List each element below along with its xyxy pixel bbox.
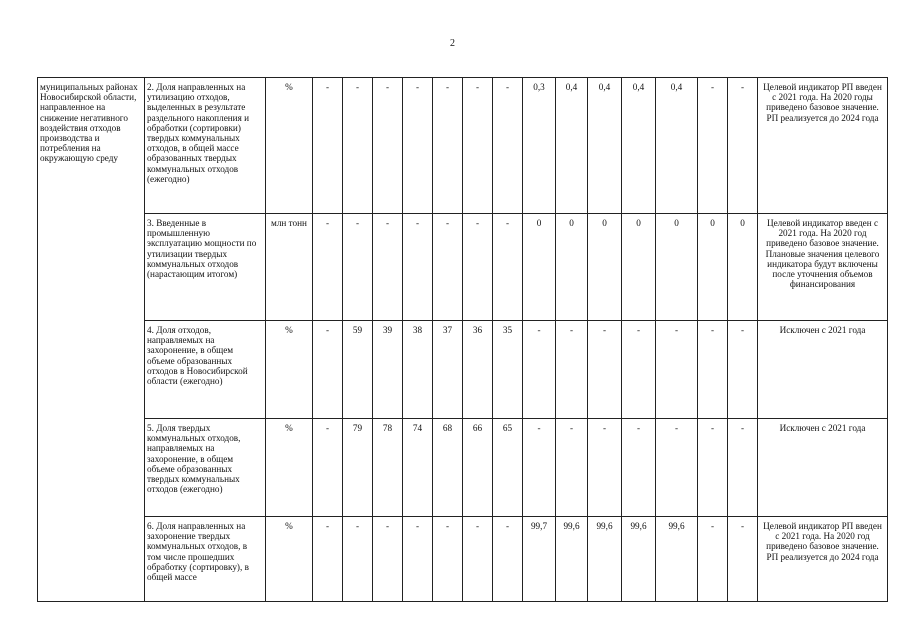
indicator-name: 6. Доля направленных на захоронение твердых коммунальных отходов, в том числе прошедших обработку (сортировку), в общей массе bbox=[145, 517, 266, 602]
table-row bbox=[38, 517, 888, 602]
program-block-cell: муниципальных районах Новосибирской области, направленное на снижение негативного воздействия отходов производства и потребления на окружающую среду bbox=[38, 78, 145, 602]
value-cell: 99,7 bbox=[523, 517, 556, 602]
value-cell: - bbox=[313, 321, 343, 419]
value-cell: - bbox=[313, 78, 343, 214]
value-cell: 37 bbox=[433, 321, 463, 419]
value-cell: - bbox=[656, 321, 698, 419]
value-cell: - bbox=[698, 419, 728, 517]
value-cell: 0 bbox=[698, 214, 728, 321]
value-cell: - bbox=[523, 419, 556, 517]
value-cell: 0 bbox=[588, 214, 622, 321]
value-cell: 0,4 bbox=[588, 78, 622, 214]
value-cell: - bbox=[313, 419, 343, 517]
value-cell: 79 bbox=[343, 419, 373, 517]
value-cell: 35 bbox=[493, 321, 523, 419]
value-cell: - bbox=[373, 214, 403, 321]
value-cell: - bbox=[698, 517, 728, 602]
value-cell: 99,6 bbox=[588, 517, 622, 602]
value-cell: - bbox=[463, 78, 493, 214]
value-cell: - bbox=[343, 78, 373, 214]
value-cell: 59 bbox=[343, 321, 373, 419]
value-cell: 36 bbox=[463, 321, 493, 419]
value-cell: - bbox=[523, 321, 556, 419]
value-cell: - bbox=[403, 78, 433, 214]
table-row bbox=[38, 214, 888, 321]
value-cell: - bbox=[728, 78, 758, 214]
indicator-name: 2. Доля направленных на утилизацию отходов, выделенных в результате раздельного накопления и обработки (сортировки) твердых коммунальных отходов, в общей массе образованных твердых коммунальных отходов (ежегодно) bbox=[145, 78, 266, 214]
note-cell: Целевой индикатор введен с 2021 года. На 2020 год приведено базовое значение. Плановые значения целевого индикатора будут включены после уточнения объемов финансирования bbox=[758, 214, 888, 321]
value-cell: - bbox=[698, 321, 728, 419]
value-cell: 38 bbox=[403, 321, 433, 419]
value-cell: 0,4 bbox=[556, 78, 588, 214]
value-cell: - bbox=[728, 321, 758, 419]
value-cell: - bbox=[728, 517, 758, 602]
value-cell: 0 bbox=[556, 214, 588, 321]
value-cell: - bbox=[433, 78, 463, 214]
value-cell: - bbox=[373, 517, 403, 602]
page-number: 2 bbox=[450, 38, 455, 49]
value-cell: - bbox=[493, 517, 523, 602]
value-cell: - bbox=[656, 419, 698, 517]
value-cell: - bbox=[343, 214, 373, 321]
indicator-name: 5. Доля твердых коммунальных отходов, направляемых на захоронение, в общем объеме образованных твердых коммунальных отходов (ежегодно) bbox=[145, 419, 266, 517]
table-row bbox=[38, 419, 888, 517]
value-cell: - bbox=[373, 78, 403, 214]
note-cell: Целевой индикатор РП введен с 2021 года. На 2020 год приведено базовое значение. РП реализуется до 2024 года bbox=[758, 517, 888, 602]
value-cell: - bbox=[433, 214, 463, 321]
value-cell: 78 bbox=[373, 419, 403, 517]
value-cell: - bbox=[588, 419, 622, 517]
value-cell: - bbox=[463, 517, 493, 602]
value-cell: - bbox=[403, 214, 433, 321]
value-cell: - bbox=[698, 78, 728, 214]
value-cell: - bbox=[433, 517, 463, 602]
unit-cell: % bbox=[266, 517, 313, 602]
unit-cell: % bbox=[266, 78, 313, 214]
value-cell: - bbox=[493, 78, 523, 214]
value-cell: 0,4 bbox=[656, 78, 698, 214]
value-cell: - bbox=[313, 517, 343, 602]
value-cell: 65 bbox=[493, 419, 523, 517]
value-cell: 66 bbox=[463, 419, 493, 517]
value-cell: - bbox=[556, 321, 588, 419]
value-cell: - bbox=[463, 214, 493, 321]
value-cell: - bbox=[493, 214, 523, 321]
table-row bbox=[38, 321, 888, 419]
indicator-name: 4. Доля отходов, направляемых на захоронение, в общем объеме образованных отходов в Новосибирской области (ежегодно) bbox=[145, 321, 266, 419]
value-cell: 0 bbox=[523, 214, 556, 321]
indicators-table bbox=[37, 77, 888, 602]
value-cell: 99,6 bbox=[556, 517, 588, 602]
value-cell: - bbox=[728, 419, 758, 517]
value-cell: - bbox=[343, 517, 373, 602]
indicator-name: 3. Введенные в промышленную эксплуатацию мощности по утилизации твердых коммунальных отходов (нарастающим итогом) bbox=[145, 214, 266, 321]
unit-cell: % bbox=[266, 321, 313, 419]
value-cell: 68 bbox=[433, 419, 463, 517]
value-cell: - bbox=[622, 419, 656, 517]
value-cell: 0 bbox=[656, 214, 698, 321]
value-cell: 99,6 bbox=[622, 517, 656, 602]
value-cell: - bbox=[403, 517, 433, 602]
note-cell: Исключен с 2021 года bbox=[758, 419, 888, 517]
value-cell: 39 bbox=[373, 321, 403, 419]
table-row bbox=[38, 78, 888, 214]
value-cell: 0 bbox=[728, 214, 758, 321]
note-cell: Исключен с 2021 года bbox=[758, 321, 888, 419]
value-cell: 0,4 bbox=[622, 78, 656, 214]
value-cell: - bbox=[313, 214, 343, 321]
value-cell: - bbox=[556, 419, 588, 517]
value-cell: 74 bbox=[403, 419, 433, 517]
value-cell: 99,6 bbox=[656, 517, 698, 602]
value-cell: - bbox=[622, 321, 656, 419]
note-cell: Целевой индикатор РП введен с 2021 года. На 2020 годы приведено базовое значение. РП реализуется до 2024 года bbox=[758, 78, 888, 214]
unit-cell: млн тонн bbox=[266, 214, 313, 321]
value-cell: 0 bbox=[622, 214, 656, 321]
value-cell: 0,3 bbox=[523, 78, 556, 214]
value-cell: - bbox=[588, 321, 622, 419]
unit-cell: % bbox=[266, 419, 313, 517]
